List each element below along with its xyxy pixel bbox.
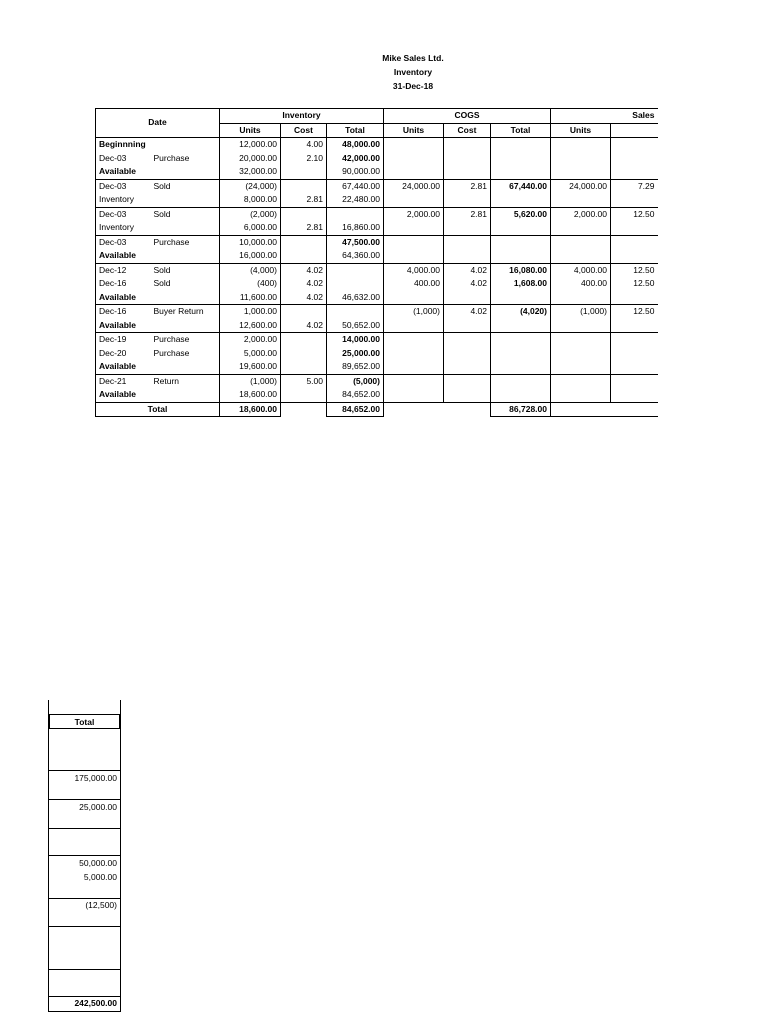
- row-cogs-cost: 4.02: [444, 277, 491, 291]
- row-inv-total: (5,000): [327, 374, 384, 388]
- row-cogs-cost: 4.02: [444, 305, 491, 319]
- row-cogs-units: 4,000.00: [384, 263, 444, 277]
- row-date: Beginnning: [96, 138, 151, 152]
- row-cogs-units: [384, 360, 444, 374]
- side-value: (12,500): [85, 900, 117, 910]
- row-cogs-total: [491, 193, 551, 207]
- row-sales-price: [611, 235, 658, 249]
- row-sales-price: 12.50: [611, 277, 658, 291]
- header-row-groups: [96, 109, 658, 124]
- row-inv-cost: [281, 333, 327, 347]
- row-inv-cost: [281, 360, 327, 374]
- row-inv-units: 5,000.00: [220, 347, 281, 361]
- row-description: Purchase: [153, 152, 190, 163]
- side-divider: [49, 969, 120, 970]
- row-date: Dec-03: [96, 207, 151, 221]
- row-cogs-units: [384, 291, 444, 305]
- row-sales-price: [611, 165, 658, 179]
- cogs-group-header: COGS: [384, 109, 551, 124]
- row-inv-cost: 2.81: [281, 221, 327, 235]
- row-cogs-cost: [444, 165, 491, 179]
- row-cogs-units: [384, 193, 444, 207]
- row-date: Available: [96, 165, 151, 179]
- row-description: [151, 221, 220, 235]
- row-cogs-total: 1,608.00: [491, 277, 551, 291]
- row-cogs-total: [491, 165, 551, 179]
- table-row: [96, 263, 658, 277]
- row-sales-price: [611, 193, 658, 207]
- row-inv-total: 47,500.00: [327, 235, 384, 249]
- row-sales-units: [551, 193, 611, 207]
- row-inv-units: 2,000.00: [220, 333, 281, 347]
- company-name: Mike Sales Ltd.: [382, 53, 444, 63]
- row-cogs-units: 2,000.00: [384, 207, 444, 221]
- row-sales-units: [551, 235, 611, 249]
- side-total-column: [48, 700, 121, 1012]
- row-inv-cost: [281, 165, 327, 179]
- row-sales-units: [551, 152, 611, 166]
- row-sales-price: 12.50: [611, 263, 658, 277]
- row-cogs-units: [384, 333, 444, 347]
- side-value: 25,000.00: [79, 802, 117, 812]
- row-cogs-cost: [444, 374, 491, 388]
- table-row: [96, 333, 658, 347]
- inventory-ledger-table: [95, 108, 658, 417]
- row-cogs-total: [491, 319, 551, 333]
- row-inv-units: 18,600.00: [220, 388, 281, 402]
- row-inv-units: 12,600.00: [220, 319, 281, 333]
- table-row: [96, 193, 658, 207]
- row-inv-units: 20,000.00: [220, 152, 281, 166]
- row-inv-total: 22,480.00: [327, 193, 384, 207]
- row-date: Dec-16: [96, 277, 151, 291]
- row-date: Dec-12: [96, 263, 151, 277]
- side-divider: [49, 926, 120, 927]
- date-column-header: Date: [96, 109, 220, 138]
- row-inv-total: 67,440.00: [327, 179, 384, 193]
- row-sales-units: [551, 138, 611, 152]
- row-inv-cost: [281, 235, 327, 249]
- row-inv-total: [327, 207, 384, 221]
- table-row: [96, 277, 658, 291]
- row-inv-cost: [281, 305, 327, 319]
- row-cogs-cost: [444, 333, 491, 347]
- row-sales-price: [611, 347, 658, 361]
- table-row: [96, 165, 658, 179]
- row-cogs-cost: [444, 388, 491, 402]
- row-cogs-cost: [444, 249, 491, 263]
- row-cogs-total: [491, 221, 551, 235]
- row-cogs-total: [491, 291, 551, 305]
- row-cogs-units: [384, 152, 444, 166]
- row-inv-total: 42,000.00: [327, 152, 384, 166]
- row-inv-cost: 4.00: [281, 138, 327, 152]
- row-sales-units: 400.00: [551, 277, 611, 291]
- row-cogs-cost: [444, 319, 491, 333]
- row-inv-cost: [281, 347, 327, 361]
- row-inv-units: (1,000): [220, 374, 281, 388]
- row-cogs-cost: 4.02: [444, 263, 491, 277]
- table-row: [96, 291, 658, 305]
- row-cogs-total: [491, 388, 551, 402]
- row-inv-units: 8,000.00: [220, 193, 281, 207]
- row-sales-price: [611, 333, 658, 347]
- row-inv-total: 25,000.00: [327, 347, 384, 361]
- row-sales-price: 7.29: [611, 179, 658, 193]
- totals-cogs-total: 86,728.00: [491, 402, 551, 417]
- row-cogs-units: 400.00: [384, 277, 444, 291]
- row-inv-cost: 4.02: [281, 291, 327, 305]
- row-date: Dec-03: [96, 152, 151, 166]
- row-inv-cost: 2.10: [281, 152, 327, 166]
- row-sales-units: [551, 360, 611, 374]
- cogs-cost-header: Cost: [444, 123, 491, 138]
- row-date: Available: [96, 360, 151, 374]
- row-date: Inventory: [96, 193, 151, 207]
- row-sales-units: [551, 221, 611, 235]
- row-inv-units: (24,000): [220, 179, 281, 193]
- row-cogs-total: [491, 347, 551, 361]
- inv-total-header: Total: [327, 123, 384, 138]
- table-row: [96, 347, 658, 361]
- side-divider: [49, 855, 120, 856]
- row-date: Available: [96, 291, 151, 305]
- row-sales-units: (1,000): [551, 305, 611, 319]
- row-cogs-total: [491, 249, 551, 263]
- row-date: Available: [96, 319, 151, 333]
- row-inv-total: 46,632.00: [327, 291, 384, 305]
- row-date: Dec-20: [96, 347, 151, 361]
- row-inv-cost: 4.02: [281, 263, 327, 277]
- row-sales-price: [611, 374, 658, 388]
- row-inv-units: 1,000.00: [220, 305, 281, 319]
- totals-label: Total: [96, 402, 220, 417]
- row-description: Buyer Return: [151, 305, 220, 319]
- row-inv-cost: 2.81: [281, 193, 327, 207]
- row-cogs-cost: [444, 152, 491, 166]
- row-cogs-cost: [444, 235, 491, 249]
- row-cogs-total: [491, 235, 551, 249]
- cogs-units-header: Units: [384, 123, 444, 138]
- row-inv-cost: 5.00: [281, 374, 327, 388]
- side-divider: [49, 898, 120, 899]
- row-cogs-cost: [444, 221, 491, 235]
- row-date: Available: [96, 388, 151, 402]
- row-inv-units: 11,600.00: [220, 291, 281, 305]
- row-inv-cost: [281, 388, 327, 402]
- row-description: [151, 138, 220, 152]
- row-cogs-cost: [444, 347, 491, 361]
- row-description: [151, 291, 220, 305]
- row-cogs-cost: 2.81: [444, 207, 491, 221]
- inv-units-header: Units: [220, 123, 281, 138]
- side-value: 175,000.00: [74, 773, 117, 783]
- row-date: Dec-03: [96, 179, 151, 193]
- table-row: [96, 360, 658, 374]
- row-sales-price: [611, 221, 658, 235]
- totals-inv-cost: [281, 402, 327, 417]
- row-sales-units: 4,000.00: [551, 263, 611, 277]
- row-inv-cost: 4.02: [281, 277, 327, 291]
- row-sales-units: [551, 347, 611, 361]
- row-inv-total: 50,652.00: [327, 319, 384, 333]
- row-inv-total: 16,860.00: [327, 221, 384, 235]
- inv-cost-header: Cost: [281, 123, 327, 138]
- totals-row: [96, 402, 658, 417]
- row-inv-units: 12,000.00: [220, 138, 281, 152]
- side-divider: [49, 996, 120, 997]
- side-divider: [49, 828, 120, 829]
- row-cogs-units: [384, 319, 444, 333]
- row-cogs-units: [384, 138, 444, 152]
- side-divider: [49, 799, 120, 800]
- row-inv-units: 16,000.00: [220, 249, 281, 263]
- totals-inv-total: 84,652.00: [327, 402, 384, 417]
- table-row: [96, 388, 658, 402]
- table-row: [96, 374, 658, 388]
- row-cogs-units: (1,000): [384, 305, 444, 319]
- row-inv-total: 64,360.00: [327, 249, 384, 263]
- sales-units-header: Units: [551, 123, 611, 138]
- row-description: Purchase: [151, 235, 220, 249]
- row-sales-units: [551, 249, 611, 263]
- row-description: Sold: [151, 263, 220, 277]
- row-date: Available: [96, 249, 151, 263]
- row-sales-units: 2,000.00: [551, 207, 611, 221]
- row-inv-units: (4,000): [220, 263, 281, 277]
- row-inv-total: [327, 263, 384, 277]
- row-description: Sold: [151, 179, 220, 193]
- side-divider: [49, 770, 120, 771]
- row-inv-total: 84,652.00: [327, 388, 384, 402]
- row-inv-units: (400): [220, 277, 281, 291]
- row-date: Dec-19: [96, 333, 151, 347]
- row-cogs-total: (4,020): [491, 305, 551, 319]
- row-sales-units: [551, 165, 611, 179]
- row-inv-cost: [281, 249, 327, 263]
- row-sales-units: 24,000.00: [551, 179, 611, 193]
- row-description: [151, 319, 220, 333]
- row-description: Return: [151, 374, 220, 388]
- row-sales-units: [551, 388, 611, 402]
- table-row: [96, 235, 658, 249]
- row-cogs-cost: [444, 193, 491, 207]
- row-cogs-units: [384, 235, 444, 249]
- table-row: [96, 138, 658, 152]
- sales-price-header: [611, 123, 658, 138]
- sales-group-header: Sales: [551, 109, 658, 124]
- totals-inv-units: 18,600.00: [220, 402, 281, 417]
- row-description: [151, 249, 220, 263]
- side-total-header: Total: [49, 714, 120, 729]
- inventory-group-header: Inventory: [220, 109, 384, 124]
- row-cogs-units: [384, 388, 444, 402]
- row-date: Dec-03: [96, 235, 151, 249]
- row-sales-price: 12.50: [611, 305, 658, 319]
- row-description: Sold: [151, 207, 220, 221]
- row-inv-units: 19,600.00: [220, 360, 281, 374]
- row-sales-price: [611, 249, 658, 263]
- row-inv-total: 14,000.00: [327, 333, 384, 347]
- row-cogs-total: [491, 374, 551, 388]
- row-sales-price: [611, 138, 658, 152]
- row-inv-total: 48,000.00: [327, 138, 384, 152]
- row-inv-total: 90,000.00: [327, 165, 384, 179]
- row-sales-price: [611, 388, 658, 402]
- row-inv-total: 89,652.00: [327, 360, 384, 374]
- cogs-total-header: Total: [491, 123, 551, 138]
- row-sales-price: 12.50: [611, 207, 658, 221]
- row-sales-price: [611, 319, 658, 333]
- row-description: Sold: [153, 278, 171, 288]
- row-inv-total: [327, 277, 384, 291]
- row-cogs-cost: [444, 138, 491, 152]
- row-cogs-total: [491, 138, 551, 152]
- row-description: [151, 388, 220, 402]
- row-cogs-units: [384, 249, 444, 263]
- row-description: [151, 360, 220, 374]
- row-cogs-total: [491, 152, 551, 166]
- row-description: [151, 165, 220, 179]
- row-inv-units: 10,000.00: [220, 235, 281, 249]
- row-date: Dec-21: [96, 374, 151, 388]
- row-sales-units: [551, 333, 611, 347]
- row-cogs-cost: [444, 291, 491, 305]
- row-cogs-total: 5,620.00: [491, 207, 551, 221]
- row-sales-price: [611, 152, 658, 166]
- row-cogs-units: [384, 165, 444, 179]
- row-cogs-total: 16,080.00: [491, 263, 551, 277]
- row-sales-units: [551, 291, 611, 305]
- row-sales-units: [551, 374, 611, 388]
- row-cogs-total: [491, 360, 551, 374]
- row-inv-units: (2,000): [220, 207, 281, 221]
- row-sales-units: [551, 319, 611, 333]
- table-row: [96, 319, 658, 333]
- row-cogs-total: 67,440.00: [491, 179, 551, 193]
- table-row: [96, 249, 658, 263]
- row-inv-total: [327, 305, 384, 319]
- report-date: 31-Dec-18: [392, 81, 434, 91]
- row-description: Purchase: [151, 333, 220, 347]
- row-description: [151, 193, 220, 207]
- row-sales-price: [611, 360, 658, 374]
- report-title: Inventory: [393, 67, 433, 77]
- table-row: [96, 179, 658, 193]
- row-inv-units: 32,000.00: [220, 165, 281, 179]
- row-date: Dec-16: [96, 305, 151, 319]
- row-cogs-units: 24,000.00: [384, 179, 444, 193]
- table-row: [96, 305, 658, 319]
- row-cogs-units: [384, 374, 444, 388]
- row-sales-price: [611, 291, 658, 305]
- row-inv-cost: [281, 207, 327, 221]
- row-date: Inventory: [96, 221, 151, 235]
- row-cogs-cost: [444, 360, 491, 374]
- table-row: [96, 221, 658, 235]
- row-inv-cost: 4.02: [281, 319, 327, 333]
- row-cogs-total: [491, 333, 551, 347]
- table-row: [96, 207, 658, 221]
- row-cogs-units: [384, 347, 444, 361]
- row-description: Purchase: [153, 347, 190, 358]
- table-row: [96, 152, 658, 166]
- side-grand-total: 242,500.00: [74, 998, 117, 1008]
- row-cogs-cost: 2.81: [444, 179, 491, 193]
- row-inv-cost: [281, 179, 327, 193]
- row-inv-units: 6,000.00: [220, 221, 281, 235]
- row-cogs-units: [384, 221, 444, 235]
- side-value: 50,000.00: [79, 858, 117, 868]
- side-value: 5,000.00: [83, 872, 117, 882]
